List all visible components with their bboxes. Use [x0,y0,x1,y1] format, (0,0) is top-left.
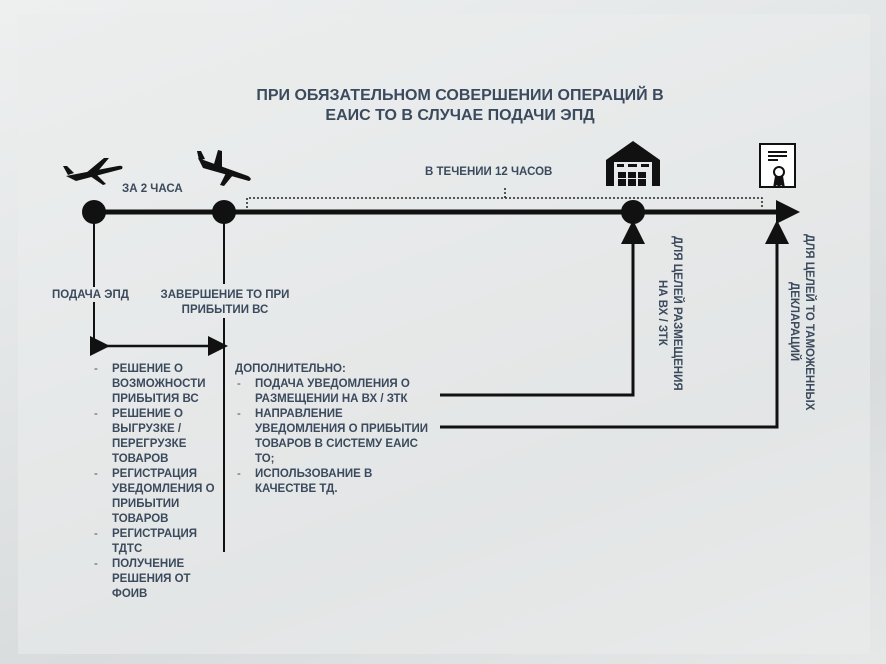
list-item: - НАПРАВЛЕНИЕ УВЕДОМЛЕНИЯ О ПРИБЫТИИ ТОВАРОВ В СИСТЕМУ ЕАИС ТО; [235,407,435,467]
airplane-landing-icon [197,150,251,186]
list-item: - РЕШЕНИЕ О ВЫГРУЗКЕ / ПЕРЕГРУЗКЕ ТОВАРОВ [92,407,224,467]
left-operations-list [92,362,224,602]
timeline-arrowhead [776,200,800,224]
additional-heading: ДОПОЛНИТЕЛЬНО: [235,363,346,375]
point-placement [621,200,645,224]
warehouse-icon [606,141,660,186]
list-item: - ПОДАЧА УВЕДОМЛЕНИЯ О РАЗМЕЩЕНИИ НА ВХ / ЗТК [235,377,435,407]
point-arrival-label: ЗАВЕРШЕНИЕ ТО ПРИ ПРИБЫТИИ ВС [160,289,290,316]
point-submit-epd-label: ПОДАЧА ЭПД [52,289,129,301]
list-item: - ИСПОЛЬЗОВАНИЕ В КАЧЕСТВЕ ТД. [235,467,435,497]
placement-feed-arrow [440,232,633,395]
declaration-feed-arrow [440,232,777,427]
certificate-icon [760,144,795,188]
airplane-departure-icon [63,158,123,185]
list-item: - РЕГИСТРАЦИЯ ТДТС [92,527,224,557]
list-item: - РЕШЕНИЕ О ВОЗМОЖНОСТИ ПРИБЫТИЯ ВС [92,362,224,407]
interval-12h-bracket [247,188,762,208]
target-declaration-label: ДЛЯ ЦЕЛЕЙ ТО ТАМОЖЕННЫХ ДЕКЛАРАЦИЙ [788,233,815,411]
interval-12h-label: В ТЕЧЕНИИ 12 ЧАСОВ [425,166,553,178]
list-item: - ПОЛУЧЕНИЕ РЕШЕНИЯ ОТ ФОИВ [92,557,224,602]
additional-operations [235,362,435,497]
interval-2h-label: ЗА 2 ЧАСА [122,183,183,195]
target-placement-label: ДЛЯ ЦЕЛЕЙ РАЗМЕЩЕНИЯ НА ВХ / ЗТК [656,235,683,391]
title-line-2: ЕАИС ТО В СЛУЧАЕ ПОДАЧИ ЭПД [325,107,595,124]
page-title [200,86,720,126]
title-line-1: ПРИ ОБЯЗАТЕЛЬНОМ СОВЕРШЕНИИ ОПЕРАЦИЙ В [256,87,664,104]
list-item: - РЕГИСТРАЦИЯ УВЕДОМЛЕНИЯ О ПРИБЫТИИ ТОВАРОВ [92,467,224,527]
